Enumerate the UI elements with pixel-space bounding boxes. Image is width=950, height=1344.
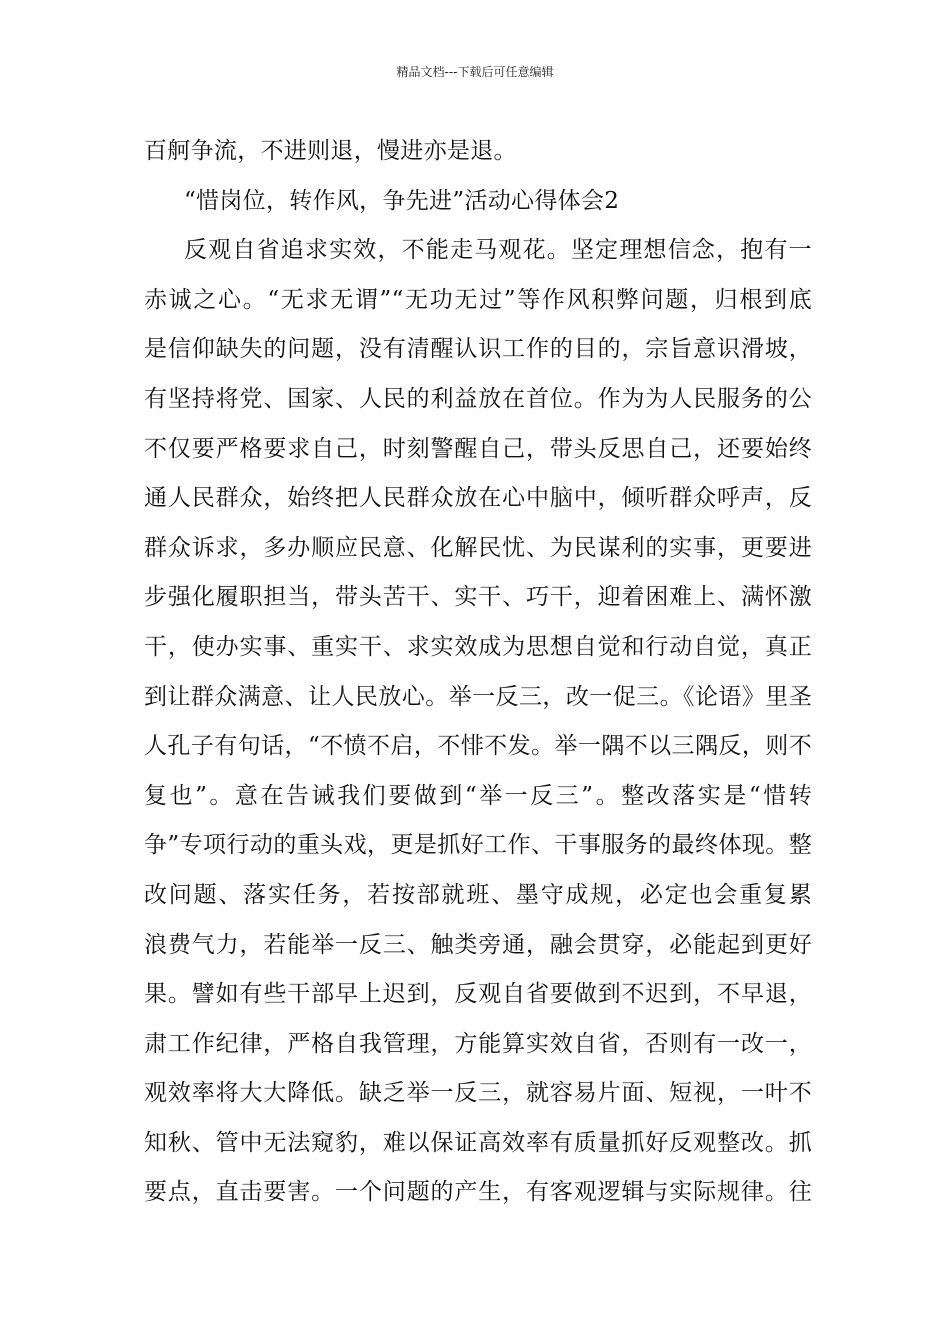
text-line: 争”专项行动的重头戏，更是抓好工作、干事服务的最终体现。整 xyxy=(144,832,812,859)
text-line: 通人民群众，始终把人民群众放在心中脑中，倾听群众呼声，反 xyxy=(144,485,812,512)
text-line: 群众诉求，多办顺应民意、化解民忧、为民谋利的实事，更要进 xyxy=(144,534,812,561)
text-line: 人孔子有句话，“不愤不启，不悱不发。举一隅不以三隅反，则不 xyxy=(144,733,812,760)
text-line: 知秋、管中无法窥豹，难以保证高效率有质量抓好反观整改。抓 xyxy=(144,1129,812,1156)
section-title: “惜岗位，转作风，争先进”活动心得体会2 xyxy=(184,187,620,214)
text-line: 复也”。意在告诫我们要做到“举一反三”。整改落实是“惜转 xyxy=(144,782,812,809)
text-line: 百舸争流，不进则退，慢进亦是退。 xyxy=(144,138,517,164)
text-line: 果。譬如有些干部早上迟到，反观自省要做到不迟到，不早退， xyxy=(144,981,812,1008)
text-line: 到让群众满意、让人民放心。举一反三，改一促三。《论语》里圣 xyxy=(144,683,812,710)
text-line: 改问题、落实任务，若按部就班、墨守成规，必定也会重复累 xyxy=(144,881,812,908)
text-line: 不仅要严格要求自己，时刻警醒自己，带头反思自己，还要始终 xyxy=(144,435,812,462)
text-line: 肃工作纪律，严格自我管理，方能算实效自省，否则有一改一， xyxy=(144,1030,812,1057)
text-line: 反观自省追求实效，不能走马观花。坚定理想信念，抱有一 xyxy=(184,237,812,264)
text-line: 有坚持将党、国家、人民的利益放在首位。作为为人民服务的公 xyxy=(144,385,812,412)
text-line: 浪费气力，若能举一反三、触类旁通，融会贯穿，必能起到更好 xyxy=(144,931,812,958)
text-line: 干，使办实事、重实干、求实效成为思想自觉和行动自觉，真正 xyxy=(144,633,812,660)
text-line: 要点，直击要害。一个问题的产生，有客观逻辑与实际规律。往 xyxy=(144,1179,812,1206)
document-body xyxy=(144,127,812,1218)
text-line: 观效率将大大降低。缺乏举一反三，就容易片面、短视，一叶不 xyxy=(144,1080,812,1107)
text-line: 赤诚之心。“无求无谓”“无功无过”等作风积弊问题，归根到底 xyxy=(144,286,812,313)
text-line: 步强化履职担当，带头苦干、实干、巧干，迎着困难上、满怀激 xyxy=(144,584,812,611)
text-line: 是信仰缺失的问题，没有清醒认识工作的目的，宗旨意识滑坡， xyxy=(144,336,812,363)
page-header: 精品文档---下载后可任意编辑 xyxy=(396,65,554,79)
